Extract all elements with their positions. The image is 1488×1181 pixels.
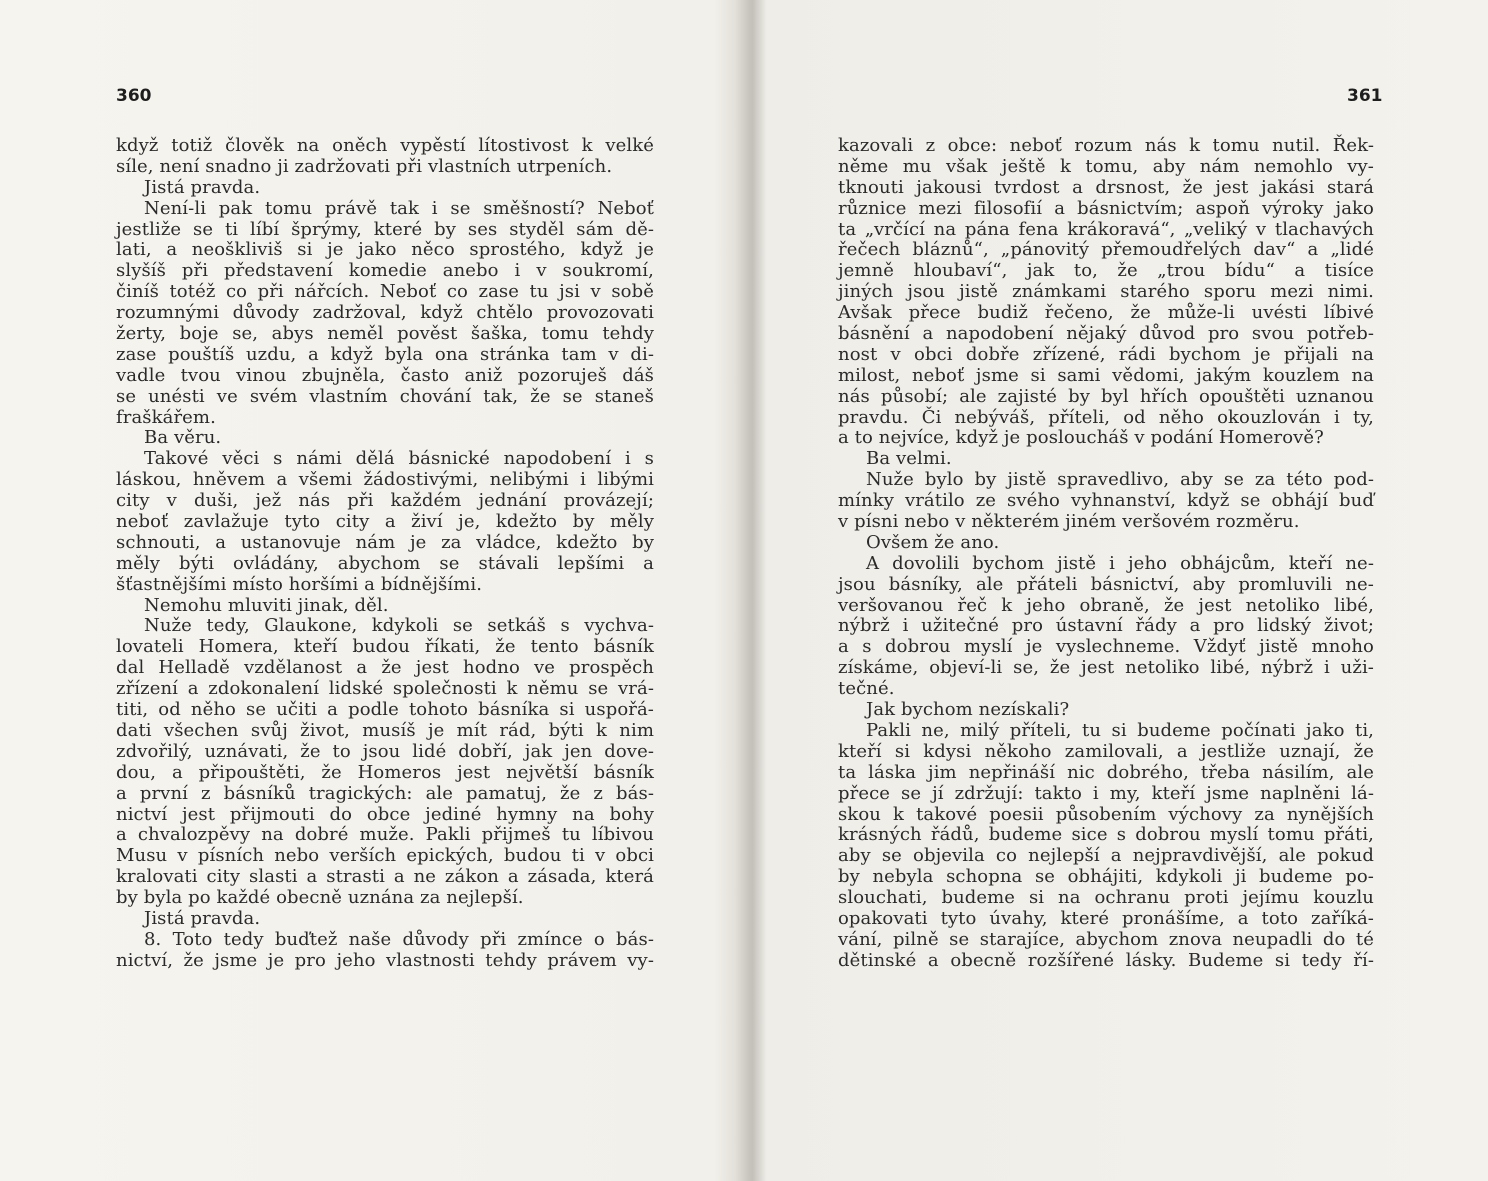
- text-line: by byla po každé obecně uznána za nejlepší.: [116, 887, 524, 909]
- text-line: zdvořilý, uznávati, že to jsou lidé dobří, jak jen dove-: [116, 740, 654, 762]
- text-line: pravdu. Či nebýváš, příteli, od něho okouzlován i ty,: [838, 406, 1374, 428]
- text-line: Ba velmi.: [866, 448, 952, 470]
- text-line: nost v obci dobře zřízené, rádi bychom je přijali na: [838, 343, 1374, 365]
- text-line: Nuže tedy, Glaukone, kdykoli se setkáš s vychva-: [144, 615, 654, 637]
- text-line: opakovati tyto úvahy, které pronášíme, a toto zaříká-: [838, 907, 1374, 929]
- text-line: slouchati, budeme si na ochranu proti jejímu kouzlu: [838, 887, 1374, 909]
- text-line: měly býti ovládány, abychom se stávali lepšími a: [116, 552, 654, 574]
- right-page: [744, 0, 1488, 1181]
- page-text: [116, 136, 654, 972]
- text-line: Takové věci s námi dělá básnické napodobení i s: [144, 448, 654, 470]
- text-line: lati, a neoškliviš si je jako něco sprostého, když je: [116, 239, 654, 261]
- text-line: Jistá pravda.: [144, 176, 261, 198]
- text-line: aby se objevila co nejlepší a nejpravdivější, ale pokud: [838, 845, 1374, 867]
- text-line: slyšíš při představení komedie anebo i v soukromí,: [116, 260, 654, 282]
- text-line: nás působí; ale zajisté by byl hřích opouštěti uznanou: [838, 385, 1374, 407]
- text-line: a první z básníků tragických: ale pamatuj, že z bás-: [116, 782, 654, 804]
- text-line: žerty, boje se, abys neměl pověst šaška, tomu tehdy: [116, 323, 654, 345]
- page-number: 361: [1347, 86, 1383, 106]
- text-line: zřízení a zdokonalení lidské společnosti k němu se vrá-: [116, 678, 654, 700]
- text-line: vání, pilně se starajíce, abychom znova neupadli do té: [838, 928, 1374, 950]
- text-line: když totiž člověk na oněch vypěstí lítostivost k velké: [116, 135, 654, 156]
- text-line: získáme, objeví-li se, že jest netoliko libé, nýbrž i uži-: [838, 657, 1374, 679]
- text-line: schnouti, a ustanovuje nám je za vládce, kdežto by: [116, 531, 654, 553]
- text-line: nýbrž i užitečné pro ústavní řády a pro lidský život;: [838, 615, 1374, 637]
- text-line: neboť zavlažuje tyto city a živí je, kdežto by měly: [116, 511, 654, 533]
- text-line: tečné.: [838, 678, 895, 700]
- text-line: Nuže bylo by jistě spravedlivo, aby se za této pod-: [866, 469, 1374, 491]
- text-line: jestliže se ti líbí šprýmy, které by ses styděl sám dě-: [116, 218, 654, 240]
- text-line: zase pouštíš uzdu, a když byla ona stránka tam v di-: [116, 343, 654, 365]
- text-line: něme mu však ještě k tomu, aby nám nemohlo vy-: [838, 155, 1374, 177]
- text-line: Ba věru.: [144, 427, 222, 449]
- text-line: dati všechen svůj život, musíš je mít rád, býti k nim: [116, 719, 654, 741]
- text-line: A dovolili bychom jistě i jeho obhájcům, kteří ne-: [866, 552, 1374, 574]
- text-line: veršovanou řeč k jeho obraně, že jest netoliko libé,: [838, 594, 1374, 616]
- text-line: rozumnými důvody zadržoval, když chtělo provozovati: [116, 302, 654, 324]
- text-line: skou k takové poesii působením výchovy za nynějších: [838, 803, 1374, 825]
- text-line: šťastnějšími místo horšími a bídnějšími.: [116, 573, 483, 595]
- text-line: Avšak přece budiž řečeno, že může-li uvésti líbivé: [838, 302, 1374, 324]
- text-line: city v duši, jež nás při každém jednání provázejí;: [116, 490, 654, 512]
- text-line: ta „vrčící na pána fena krákoravá“, „veliký v tlachavých: [838, 218, 1374, 240]
- text-line: a to nejvíce, když je posloucháš v podání Homerově?: [838, 427, 1324, 449]
- text-line: dou, a připouštěti, že Homeros jest největší básník: [116, 761, 654, 783]
- text-line: přece se jí zdržují: takto i my, kteří jsme naplněni lá-: [838, 782, 1374, 804]
- text-line: činíš totéž co při nářcích. Neboť co zase tu jsi v sobě: [116, 281, 654, 303]
- text-line: Jak bychom nezískali?: [866, 699, 1070, 721]
- text-line: lovateli Homera, kteří budou říkati, že tento básník: [116, 636, 654, 658]
- page-text: [838, 136, 1374, 972]
- text-line: kazovali z obce: neboť rozum nás k tomu nutil. Řek-: [838, 135, 1374, 156]
- text-line: tknouti jakousi tvrdost a drsnost, že jest jakási stará: [838, 176, 1374, 198]
- text-line: kralovati city slasti a strasti a ne zákon a zásada, která: [116, 866, 654, 888]
- text-line: láskou, hněvem a všemi žádostivými, nelibými i libými: [116, 469, 654, 491]
- text-line: jemně hloubaví“, jak to, že „trou bídu“ a tisíce: [838, 260, 1374, 282]
- text-line: a s dobrou myslí je vyslechneme. Vždyť jistě mnoho: [838, 636, 1374, 658]
- text-line: 8. Toto tedy buďtež naše důvody při zmínce o bás-: [144, 928, 654, 950]
- text-line: milost, neboť jsme si sami vědomi, jakým kouzlem na: [838, 364, 1374, 386]
- text-line: básnění a napodobení nějaký důvod pro svou potřeb-: [838, 323, 1374, 345]
- text-line: různice mezi filosofií a básnictvím; aspoň výroky jako: [838, 197, 1374, 219]
- text-line: nictví, že jsme je pro jeho vlastnosti tehdy právem vy-: [116, 949, 654, 971]
- text-line: mínky vrátilo ze svého vyhnanství, když se obhájí buď: [838, 490, 1374, 512]
- text-line: řečech bláznů“, „pánovitý přemoudřelých dav“ a „lidé: [838, 239, 1374, 261]
- text-line: Nemohu mluviti jinak, děl.: [144, 594, 389, 616]
- text-line: v písni nebo v některém jiném veršovém rozměru.: [838, 511, 1300, 533]
- text-line: síle, není snadno ji zadržovati při vlastních utrpeních.: [116, 155, 613, 177]
- text-line: Není-li pak tomu právě tak i se směšností? Neboť: [144, 197, 654, 219]
- text-line: dal Helladě vzdělanost a že jest hodno ve prospěch: [116, 657, 654, 679]
- text-line: fraškářem.: [116, 406, 216, 428]
- text-line: Ovšem že ano.: [866, 531, 1000, 553]
- text-line: se unésti ve svém vlastním chování tak, že se staneš: [116, 385, 654, 407]
- text-line: Musu v písních nebo verších epických, budou ti v obci: [116, 845, 654, 867]
- text-line: by nebyla schopna se obhájiti, kdykoli ji budeme po-: [838, 866, 1374, 888]
- text-line: krásných řádů, budeme sice s dobrou myslí tomu přáti,: [838, 824, 1374, 846]
- text-line: Pakli ne, milý příteli, tu si budeme počínati jako ti,: [866, 719, 1374, 741]
- text-line: nictví jest přijmouti do obce jediné hymny na bohy: [116, 803, 654, 825]
- text-line: titi, od něho se učiti a podle tohoto básníka si uspořá-: [116, 699, 654, 721]
- text-line: jiných jsou jistě známkami starého sporu mezi nimi.: [838, 281, 1374, 303]
- text-line: kteří si kdysi někoho zamilovali, a jestliže uznají, že: [838, 740, 1374, 762]
- text-line: vadle tvou vinou zbujněla, často aniž pozoruješ dáš: [116, 364, 654, 386]
- text-line: dětinské a obecně rozšířené lásky. Budeme si tedy ří-: [838, 949, 1374, 971]
- text-line: jsou básníky, ale přáteli básnictví, aby promluvili ne-: [838, 573, 1374, 595]
- text-line: ta láska jim nepřináší nic dobrého, třeba násilím, ale: [838, 761, 1374, 783]
- page-number: 360: [116, 86, 152, 106]
- text-line: a chvalozpěvy na dobré muže. Pakli přijmeš tu líbivou: [116, 824, 654, 846]
- text-line: Jistá pravda.: [144, 907, 261, 929]
